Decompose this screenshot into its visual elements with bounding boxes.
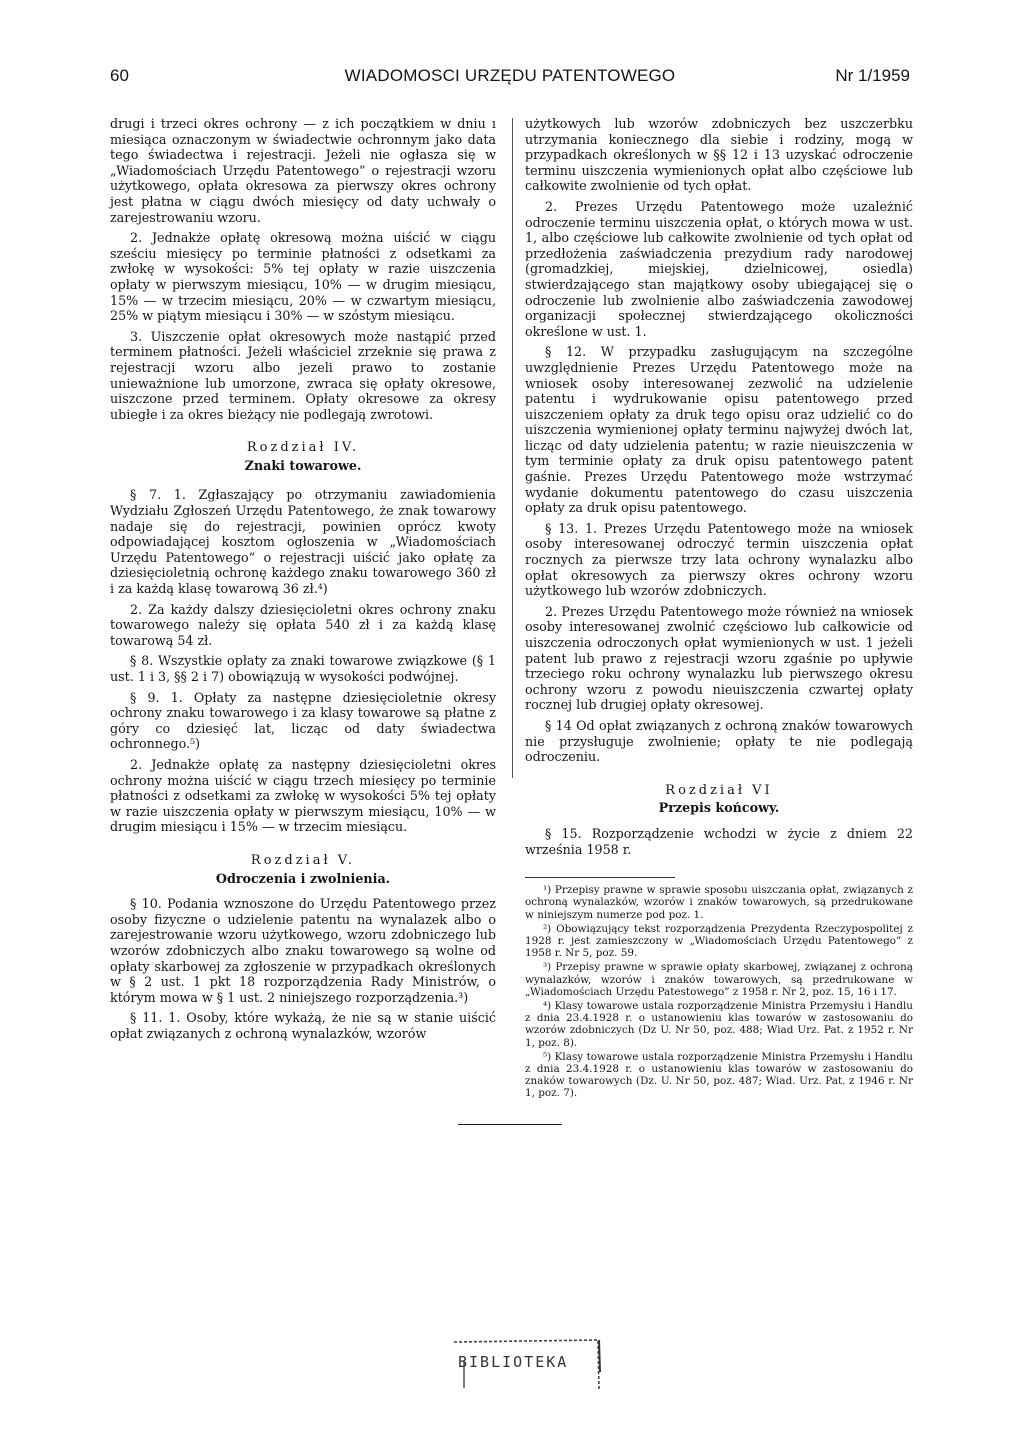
paragraph: § 9. 1. Opłaty za następne dziesięcioletnie okresy ochrony znaku towarowego i za klasy towarowe są płatne z góry co dziesięć lat, licząc od daty świadectwa ochronnego.⁵) xyxy=(110,689,496,752)
chapter-title-4: Znaki towarowe. xyxy=(244,457,362,473)
paragraph: § 12. W przypadku zasługującym na szczególne uwzględnienie Prezes Urzędu Patentowego może na wniosek osoby interesowanej zezwolić na udzielenie patentu i wydrukowanie opisu patentowego przed uiszczeniem opłaty za druk tego opisu oraz udzielić co do uiszczenia wymienionej opłaty terminu najwyżej dwóch lat, licząc od daty udzielenia patentu; w razie nieuiszczenia w tym terminie opłaty za druk opisu patentowego patent gaśnie. Prezes Urzędu Patentowego może wstrzymać wydanie dokumentu patentowego do czasu uiszczenia opłaty za druk opisu patentowego. xyxy=(525,344,913,516)
issue-number: Nr 1/1959 xyxy=(835,66,910,85)
paragraph: 2. Prezes Urzędu Patentowego może również na wniosek osoby interesowanej zwolnić częściowo lub całkowicie od uiszczenia odroczonych opłat wymienionych w ust. 1 jeżeli patent lub prawo z rejestracji wzoru zgaśnie po upływie trzeciego roku ochrony wynalazku lub pierwszego okresu ochrony wzoru z powodu nieuiszczenia czwartej opłaty rocznej lub drugiej opłaty okresowej. xyxy=(525,603,913,713)
paragraph: § 13. 1. Prezes Urzędu Patentowego może na wniosek osoby interesowanej odroczyć termin uiszczenia opłat rocznych za pierwsze trzy lata ochrony wynalazku albo opłat okresowych za pierwszy okres ochrony wzoru użytkowego lub wzorów zdobniczych. xyxy=(525,520,913,599)
running-header xyxy=(110,66,910,92)
footnote: ⁴) Klasy towarowe ustala rozporządzenie Ministra Przemysłu i Handlu z dnia 23.4.1928 r. o ustanowieniu klas towarów w zastosowaniu do wzorów zdobniczych (Dz U. Nr 50, poz. 488; Wiad Urz. Pat. z 1952 r. Nr 1, poz. 8). xyxy=(525,999,913,1049)
chapter-heading-4: Rozdział IV. xyxy=(246,440,360,456)
paragraph: użytkowych lub wzorów zdobniczych bez uszczerbku utrzymania koniecznego dla siebie i rodziny, mogą w przypadkach określonych w §§ 12 i 13 uzyskać odroczenie terminu uiszczenia wymienionych opłat albo częściowe lub całkowite zwolnienie od tych opłat. xyxy=(525,116,913,194)
chapter-title-6: Przepis końcowy. xyxy=(658,800,780,816)
footnotes xyxy=(525,877,913,1099)
footnote: ²) Obowiązujący tekst rozporządzenia Prezydenta Rzeczypospolitej z 1928 r. jest zamieszczony w „Wiadomościach Urzędu Patentowego” z 1958 r. Nr 5, poz. 59. xyxy=(525,922,913,960)
chapter-title-5: Odroczenia i zwolnienia. xyxy=(215,870,391,886)
paragraph: 2. Jednakże opłatę za następny dziesięcioletni okres ochrony można uiścić w ciągu trzech miesięcy po terminie płatności z odsetkami za zwłokę w wysokości 5% tej opłaty w razie uiszczenia opłaty w pierwszym miesiącu, 10% — w drugim miesiącu i 15% — w trzecim miesiącu. xyxy=(110,756,496,835)
end-rule xyxy=(458,1124,562,1125)
paragraph: drugi i trzeci okres ochrony — z ich początkiem w dniu ı miesiąca oznaczonym w świadectwie ochronnym jako data tego świadectwa i rejestracji. Jeżeli nie ogłasza się w „Wiadomościach Urzędu Patentowego” o rejestracji wzoru użytkowego, opłata okresowa za pierwszy okres ochrony jest płatna w ciągu dwóch miesięcy od daty uchwały o zarejestrowaniu wzoru. xyxy=(110,116,496,225)
paragraph: § 15. Rozporządzenie wchodzi w życie z dniem 22 września 1958 r. xyxy=(525,825,913,857)
paragraph: § 14 Od opłat związanych z ochroną znaków towarowych nie przysługuje zwolnienie; opłaty te nie podlegają odroczeniu. xyxy=(525,717,913,765)
footnote: ¹) Przepisy prawne w sprawie sposobu uiszczania opłat, związanych z ochroną wynalazków, wzorów i znaków towarowych, są przedrukowane w niniejszym numerze pod poz. 1. xyxy=(525,884,913,921)
paragraph: 3. Uiszczenie opłat okresowych może nastąpić przed terminem płatności. Jeżeli właściciel zrzeknie się prawa z rejestracji wzoru albo jezeli prawo to zostanie unieważnione lub umorzone, zwraca się opłaty okresowe, uiszczone przed terminem. Opłaty okresowe za okresy ubiegłe i za okres bieżący nie podlegają zwrotowi. xyxy=(110,328,496,422)
chapter-heading-6: Rozdział VI xyxy=(665,782,773,798)
stamp-text: BIBLIOTEKA xyxy=(458,1353,569,1371)
paragraph: § 7. 1. Zgłaszający po otrzymaniu zawiadomienia Wydziału Zgłoszeń Urzędu Patentowego, że znak towarowy nadaje się do rejestracji, powinien oprócz kwoty odpowiadającej kosztom ogłoszenia w „Wiadomościach Urzędu Patentowego” o rejestracji uiścić jako opłatę za dziesięcioletnią ochronę każdego znaku towarowego 360 zł i za każdą klasę towarową 36 zł.⁴) xyxy=(110,487,496,597)
paragraph: 2. Jednakże opłatę okresową można uiścić w ciągu sześciu miesięcy po terminie płatności z odsetkami za zwłokę w wysokości: 5% tej opłaty w razie uiszczenia opłaty w pierwszym miesiącu, 10% — w drugim miesiącu, 15% — w trzecim miesiącu, 20% — w czwartym miesiącu, 25% w piątym miesiącu i 30% — w szóstym miesiącu. xyxy=(110,230,496,324)
journal-title: WIADOMOSCI URZĘDU PATENTOWEGO xyxy=(344,66,676,85)
column-divider xyxy=(512,118,513,778)
paragraph: § 8. Wszystkie opłaty za znaki towarowe związkowe (§ 1 ust. 1 i 3, §§ 2 i 7) obowiązują w wysokości podwójnej. xyxy=(110,653,496,684)
page-number: 60 xyxy=(110,66,129,85)
paragraph: 2. Prezes Urzędu Patentowego może uzależnić odroczenie terminu uiszczenia opłat, o których mowa w ust. 1, albo częściowe lub całkowite zwolnienie od tych opłat od przedłożenia zaświadczenia prezydium rady narodowej (gromadzkiej, miejskiej, dzielnicowej, osiedla) stwierdzającego stan majątkowy osoby ubiegającej się o odroczenie lub zwolnienie albo zaświadczenia zawodowej organizacji społecznej stwierdzającego okoliczności określone w ust. 1. xyxy=(525,198,913,339)
footnote-rule xyxy=(525,877,675,878)
library-stamp xyxy=(452,1332,602,1394)
paragraph: 2. Za każdy dalszy dziesięcioletni okres ochrony znaku towarowego należy się opłata 540 zł i za każdą klasę towarową 54 zł. xyxy=(110,601,496,648)
footnote: ³) Przepisy prawne w sprawie opłaty skarbowej, związanej z ochroną wynalazków, wzorów i znaków towarowych, są przedrukowane w „Wiadomościach Urzędu Patestowego” z 1958 r. Nr 2, poz. 15, 16 i 17. xyxy=(525,961,913,998)
chapter-heading-5: Rozdział V. xyxy=(250,852,356,868)
paragraph: § 11. 1. Osoby, które wykażą, że nie są w stanie uiścić opłat związanych z ochroną wynalazków, wzorów xyxy=(110,1010,496,1041)
paragraph: § 10. Podania wznoszone do Urzędu Patentowego przez osoby fizyczne o udzielenie patentu na wynalazek albo o zarejestrowanie wzoru użytkowego, wzoru zdobniczego lub wzorów zdobniczych albo znaku towarowego są wolne od opłaty skarbowej za zgłoszenie w przypadkach określonych w § 2 ust. 1 pkt 18 rozporządzenia Rady Ministrów, o którym mowa w § 1 ust. 2 niniejszego rozporządzenia.³) xyxy=(110,896,496,1005)
left-column xyxy=(110,116,496,1046)
right-column xyxy=(525,116,913,1102)
footnote: ⁵) Klasy towarowe ustala rozporządzenie Ministra Przemysłu i Handlu z dnia 23.4.1928 r. o ustanowieniu klas towarów w zastosowaniu do znaków towarowych (Dz. U. Nr 50, poz. 487; Wiad. Urz. Pat. z 1946 r. Nr 1, poz. 7). xyxy=(525,1050,913,1100)
